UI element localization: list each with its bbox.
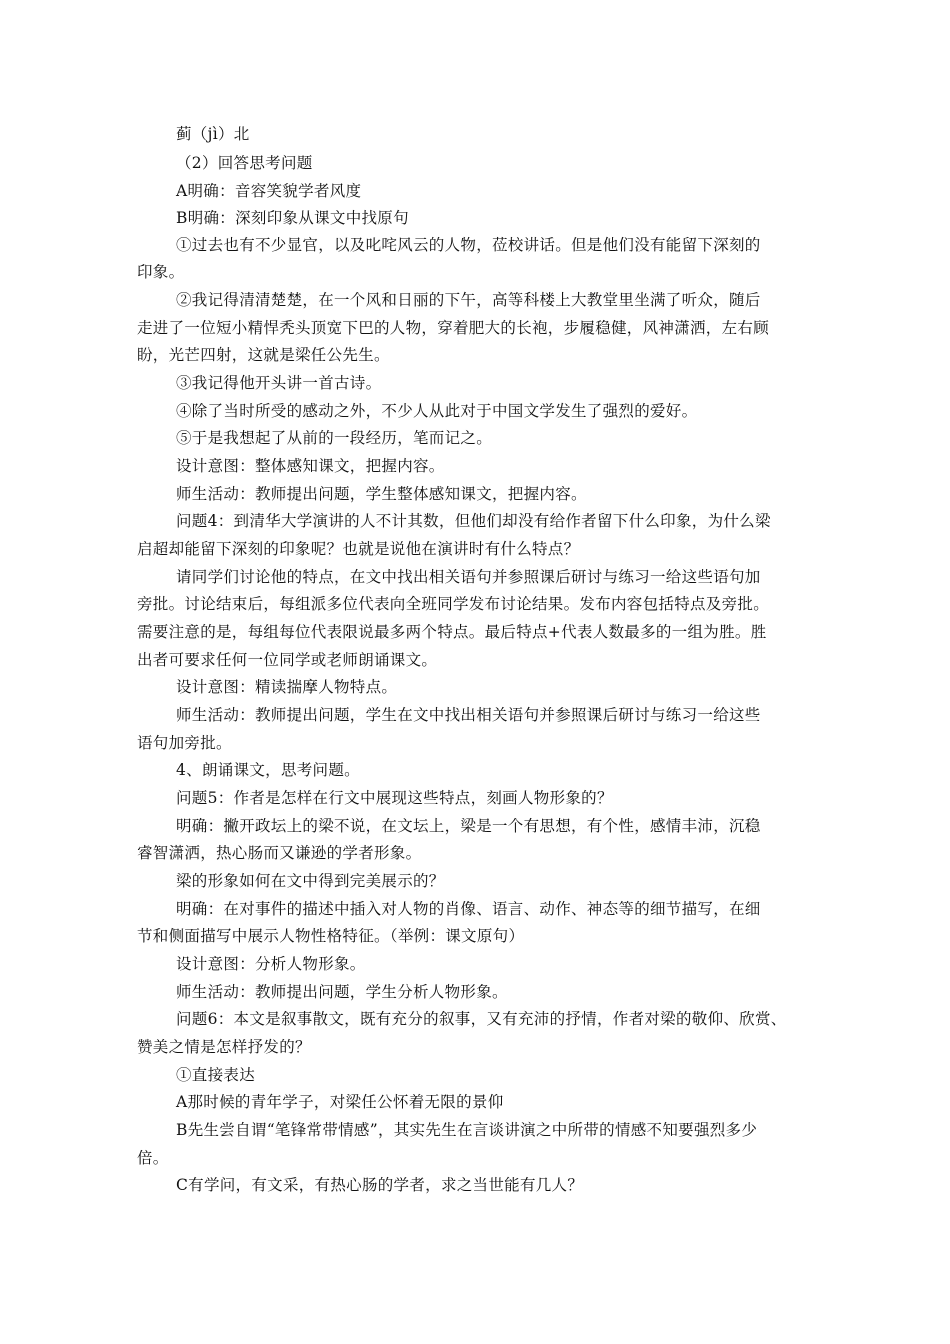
text-line: 印象。 — [137, 263, 185, 281]
text-line: 语句加旁批。 — [137, 734, 232, 752]
text-line: 明确：在对事件的描述中插入对人物的肖像、语言、动作、神态等的细节描写，在细 — [176, 900, 761, 918]
text-line: A明确：音容笑貌学者风度 — [176, 182, 362, 200]
text-line: ⑤于是我想起了从前的一段经历，笔而记之。 — [176, 429, 493, 447]
text-line: 问题6：本文是叙事散文，既有充分的叙事，又有充沛的抒情，作者对梁的敬仰、欣赏、 — [176, 1010, 787, 1028]
text-line: 梁的形象如何在文中得到完美展示的？ — [176, 872, 445, 890]
text-line: B明确：深刻印象从课文中找原句 — [176, 209, 409, 227]
text-line: 启超却能留下深刻的印象呢？也就是说他在演讲时有什么特点？ — [137, 540, 580, 558]
text-line: C有学问，有文采，有热心肠的学者，求之当世能有几人？ — [176, 1176, 584, 1194]
text-line: 出者可要求任何一位同学或老师朗诵课文。 — [137, 651, 438, 669]
text-line: 问题4：到清华大学演讲的人不计其数，但他们却没有给作者留下什么印象，为什么梁 — [176, 512, 771, 530]
text-line: ③我记得他开头讲一首古诗。 — [176, 374, 382, 392]
text-line: 师生活动：教师提出问题，学生在文中找出相关语句并参照课后研讨与练习一给这些 — [176, 706, 761, 724]
text-line: ①直接表达 — [176, 1066, 256, 1084]
text-line: 赞美之情是怎样抒发的？ — [137, 1038, 311, 1056]
text-line: 走进了一位短小精悍秃头顶宽下巴的人物，穿着肥大的长袍，步履稳健，风神潇洒，左右顾 — [137, 319, 770, 337]
text-line: ②我记得清清楚楚，在一个风和日丽的下午，高等科楼上大教堂里坐满了听众，随后 — [176, 291, 761, 309]
text-line: 盼，光芒四射，这就是梁任公先生。 — [137, 346, 390, 364]
text-line: 倍。 — [137, 1149, 169, 1167]
text-line: 师生活动：教师提出问题，学生整体感知课文，把握内容。 — [176, 485, 587, 503]
text-line: 明确：撇开政坛上的梁不说，在文坛上，梁是一个有思想，有个性，感情丰沛，沉稳 — [176, 817, 761, 835]
text-line: ④除了当时所受的感动之外，不少人从此对于中国文学发生了强烈的爱好。 — [176, 402, 698, 420]
text-line: 睿智潇洒，热心肠而又谦逊的学者形象。 — [137, 844, 422, 862]
text-line: 4、朗诵课文，思考问题。 — [176, 761, 360, 779]
text-line: 请同学们讨论他的特点，在文中找出相关语句并参照课后研讨与练习一给这些语句加 — [176, 568, 761, 586]
text-line: 问题5：作者是怎样在行文中展现这些特点，刻画人物形象的？ — [176, 789, 613, 807]
text-line: 节和侧面描写中展示人物性格特征。（举例：课文原句） — [137, 927, 525, 945]
text-line: 设计意图：整体感知课文，把握内容。 — [176, 457, 445, 475]
text-line: （2）回答思考问题 — [176, 154, 313, 172]
text-line: 师生活动：教师提出问题，学生分析人物形象。 — [176, 983, 508, 1001]
text-line: 设计意图：精读揣摩人物特点。 — [176, 678, 398, 696]
text-line: 需要注意的是，每组每位代表限说最多两个特点。最后特点+代表人数最多的一组为胜。胜 — [137, 623, 767, 641]
text-line: 蓟（jì）北 — [176, 125, 250, 143]
text-line: 设计意图：分析人物形象。 — [176, 955, 366, 973]
text-line: A那时候的青年学子，对梁任公怀着无限的景仰 — [176, 1093, 504, 1111]
text-line: B先生尝自谓“笔锋常带情感”，其实先生在言谈讲演之中所带的情感不知要强烈多少 — [176, 1121, 758, 1139]
text-line: 旁批。讨论结束后，每组派多位代表向全班同学发布讨论结果。发布内容包括特点及旁批。 — [137, 595, 770, 613]
text-line: ①过去也有不少显官，以及叱咤风云的人物，莅校讲话。但是他们没有能留下深刻的 — [176, 236, 761, 254]
